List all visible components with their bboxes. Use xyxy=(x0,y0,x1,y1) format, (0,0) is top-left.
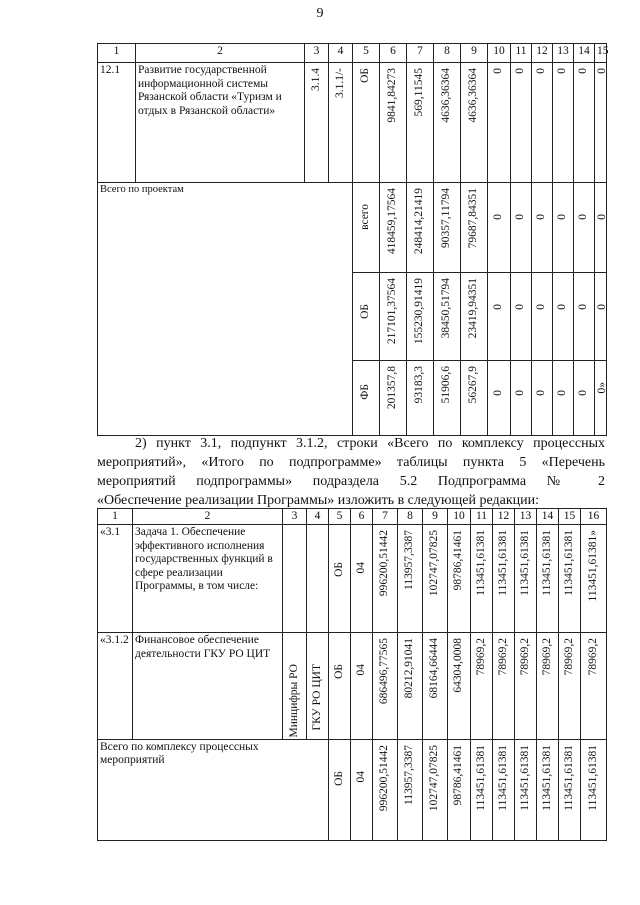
column-number-header: 14 xyxy=(537,509,559,525)
value-cell: 0 xyxy=(535,68,548,74)
column-number-header: 1 xyxy=(98,44,136,63)
column-number-header: 5 xyxy=(353,44,380,63)
paragraph-line: 2) пункт 3.1, подпункт 3.1.2, строки «Всего по комплексу процессных xyxy=(135,436,605,451)
row-number: «3.1 xyxy=(98,525,133,633)
column-number-header: 4 xyxy=(329,44,353,63)
value-cell: 569,11545 xyxy=(413,68,426,117)
value-cell: 996200,51442 xyxy=(378,530,391,597)
value-cell: 686496,77565 xyxy=(378,638,391,705)
measure-name: Финансовое обеспечение деятельности ГКУ РО ЦИТ xyxy=(133,633,283,740)
column-number-header: 9 xyxy=(423,509,448,525)
value-cell: 0 xyxy=(535,214,548,220)
funding-source: ОБ xyxy=(359,304,372,319)
paragraph-line: мероприятий», «Итого по подпрограмме» таблицы пункта 5 «Перечень xyxy=(97,455,605,470)
value-cell: 113451,61381 xyxy=(540,530,553,596)
value-cell: 0 xyxy=(514,214,527,220)
budget-code: 04 xyxy=(354,770,367,782)
column-number-header: 9 xyxy=(461,44,488,63)
total-label: Всего по комплексу процессных мероприятий xyxy=(98,739,329,840)
value-cell: 78969,2 xyxy=(474,638,487,676)
value-cell: 78969,2 xyxy=(586,638,599,676)
value-cell: 0 xyxy=(596,304,608,310)
value-cell: 68164,66444 xyxy=(428,638,441,699)
value-cell: 217101,37564 xyxy=(386,278,399,345)
value-cell: 78969,2 xyxy=(540,638,553,676)
column-number-header: 3 xyxy=(283,509,307,525)
value-cell: 4636,36364 xyxy=(467,68,480,123)
executor: Минцифры РО xyxy=(287,664,300,738)
column-number-header: 16 xyxy=(581,509,607,525)
column-number-header: 8 xyxy=(434,44,461,63)
column-number-header: 2 xyxy=(133,509,283,525)
table-row xyxy=(98,633,607,740)
column-number-header: 8 xyxy=(398,509,423,525)
value-cell: 0 xyxy=(577,68,590,74)
column-number-header: 3 xyxy=(305,44,329,63)
value-cell: 113451,61381 xyxy=(474,744,487,811)
column-number-header: 15 xyxy=(595,44,607,63)
value-cell: 113451,61381 xyxy=(540,744,553,811)
value-cell: 0 xyxy=(492,390,505,396)
value-cell: 0 xyxy=(492,68,505,74)
value-cell: 113451,61381 xyxy=(562,744,575,811)
column-number-header: 1 xyxy=(98,509,133,525)
value-cell: 56267,9 xyxy=(467,366,480,404)
value-cell: 0 xyxy=(492,304,505,310)
value-cell: 0 xyxy=(535,304,548,310)
table-header-row xyxy=(98,509,607,525)
page-number: 9 xyxy=(316,6,324,21)
value-cell: 0 xyxy=(596,68,608,74)
funding-source: ОБ xyxy=(332,770,345,786)
value-cell: 248414,21419 xyxy=(413,188,426,255)
column-number-header: 4 xyxy=(307,509,329,525)
budget-code: 04 xyxy=(354,664,367,676)
value-cell: 418459,17564 xyxy=(386,188,399,255)
result-code: 3.1.1/- xyxy=(333,68,346,99)
value-cell: 0 xyxy=(535,390,548,396)
value-cell: 113451,61381 xyxy=(586,744,599,811)
column-number-header: 7 xyxy=(373,509,398,525)
row-number: 12.1 xyxy=(98,63,136,183)
value-cell: 78969,2 xyxy=(562,638,575,676)
value-cell: 0 xyxy=(492,214,505,220)
column-number-header: 13 xyxy=(553,44,574,63)
row-number: «3.1.2 xyxy=(98,633,133,740)
value-cell: 113451,61381 xyxy=(518,530,531,596)
value-cell: 0 xyxy=(556,390,569,396)
value-cell: 113957,3387 xyxy=(403,744,416,805)
value-cell: 64304,0008 xyxy=(452,638,465,693)
funding-source: ОБ xyxy=(359,68,372,83)
value-cell: 23419,94351 xyxy=(467,278,480,339)
column-number-header: 6 xyxy=(380,44,407,63)
value-cell: 9841,84273 xyxy=(386,68,399,123)
value-cell: 113451,61381 xyxy=(518,744,531,811)
column-number-header: 10 xyxy=(448,509,471,525)
column-number-header: 11 xyxy=(511,44,532,63)
column-number-header: 13 xyxy=(515,509,537,525)
value-cell: 0 xyxy=(577,390,590,396)
table-row xyxy=(98,525,607,633)
measure-name: Задача 1. Обеспечение эффективного исполнения государственных функций в сфере реализации Программы, в том числе: xyxy=(133,525,283,633)
value-cell: 102747,07825 xyxy=(428,530,441,597)
column-number-header: 14 xyxy=(574,44,595,63)
value-cell: 0 xyxy=(556,304,569,310)
value-cell: 0 xyxy=(556,68,569,74)
funding-source: ОБ xyxy=(332,664,345,679)
value-cell: 90357,11794 xyxy=(440,188,453,248)
value-cell: 0 xyxy=(556,214,569,220)
value-cell: 201357,8 xyxy=(386,366,399,410)
value-cell: 78969,2 xyxy=(518,638,531,676)
funding-source: ОБ xyxy=(332,562,345,577)
column-number-header: 6 xyxy=(351,509,373,525)
task-code: 3.1.4 xyxy=(309,68,322,91)
value-cell: 0 xyxy=(577,304,590,310)
value-cell: 113451,61381 xyxy=(496,744,509,811)
table-row xyxy=(98,183,607,273)
value-cell: 51906,6 xyxy=(440,366,453,404)
value-cell: 113451,61381» xyxy=(586,530,599,602)
value-cell: 0 xyxy=(596,214,608,220)
column-number-header: 15 xyxy=(559,509,581,525)
value-cell: 0 xyxy=(514,304,527,310)
value-cell: 113451,61381 xyxy=(562,530,575,596)
column-number-header: 10 xyxy=(488,44,511,63)
value-cell: 113451,61381 xyxy=(474,530,487,596)
projects-table xyxy=(97,43,607,436)
column-number-header: 5 xyxy=(329,509,351,525)
total-label: Всего по проектам xyxy=(98,183,353,436)
column-number-header: 12 xyxy=(532,44,553,63)
value-cell: 155230,91419 xyxy=(413,278,426,345)
funding-source: ФБ xyxy=(359,384,372,400)
value-cell: 79687,84351 xyxy=(467,188,480,249)
value-cell: 0» xyxy=(596,382,608,394)
value-cell: 996200,51442 xyxy=(378,744,391,811)
value-cell: 113451,61381 xyxy=(496,530,509,596)
paragraph-line: мероприятий подпрограммы» подраздела 5.2 Подпрограмма № 2 xyxy=(97,474,605,489)
value-cell: 4636,36364 xyxy=(440,68,453,123)
budget-code: 04 xyxy=(354,562,367,574)
column-number-header: 7 xyxy=(407,44,434,63)
table-row xyxy=(98,63,607,183)
value-cell: 0 xyxy=(514,390,527,396)
table-row xyxy=(98,739,607,840)
executor: ГКУ РО ЦИТ xyxy=(310,664,323,731)
table-header-row xyxy=(98,44,607,63)
value-cell: 38450,51794 xyxy=(440,278,453,339)
funding-source: всего xyxy=(359,204,372,230)
value-cell: 113957,3387 xyxy=(403,530,416,590)
column-number-header: 11 xyxy=(471,509,493,525)
value-cell: 78969,2 xyxy=(496,638,509,676)
value-cell: 98786,41461 xyxy=(452,530,465,591)
program-support-table xyxy=(97,508,607,841)
column-number-header: 12 xyxy=(493,509,515,525)
value-cell: 0 xyxy=(577,214,590,220)
value-cell: 80212,91041 xyxy=(403,638,416,699)
paragraph-line: «Обеспечение реализации Программы» изложить в следующей редакции: xyxy=(97,493,540,508)
value-cell: 93183,3 xyxy=(413,366,426,404)
measure-name: Развитие государственной информационной системы Рязанской области «Туризм и отдых в Рязанской области» xyxy=(136,63,305,183)
value-cell: 0 xyxy=(514,68,527,74)
amendment-paragraph xyxy=(97,434,605,510)
column-number-header: 2 xyxy=(136,44,305,63)
value-cell: 98786,41461 xyxy=(452,744,465,805)
value-cell: 102747,07825 xyxy=(428,744,441,811)
